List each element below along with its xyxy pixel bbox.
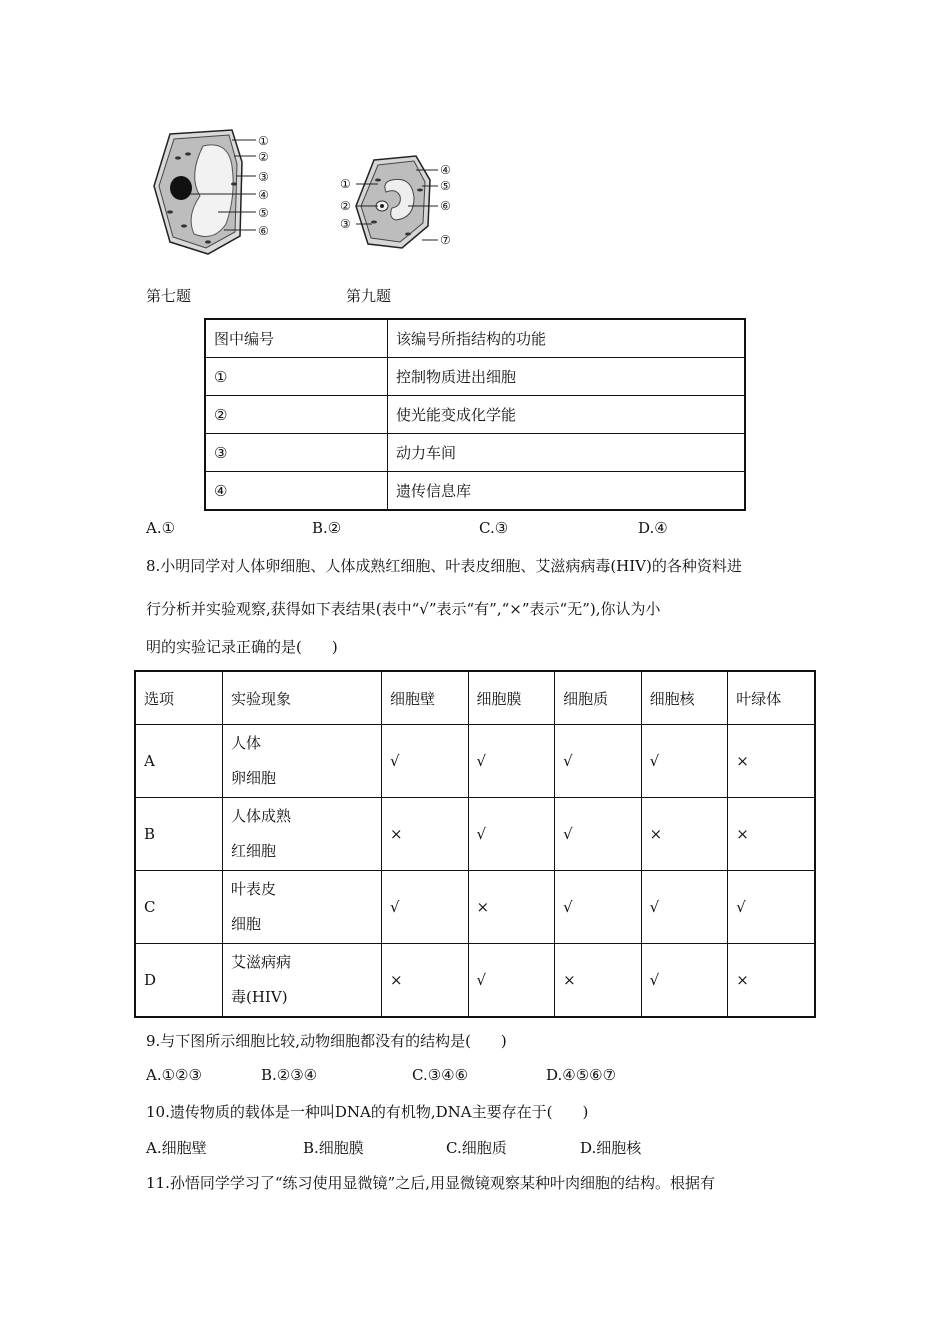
option-cell: C: [135, 871, 223, 944]
phenomenon-line: 叶表皮: [231, 880, 277, 898]
q10-option-c: C.细胞质: [446, 1139, 507, 1157]
phenomenon-cell: [223, 871, 382, 944]
table1-cell: 遗传信息库: [388, 472, 746, 511]
phenomenon-cell: [223, 944, 382, 1018]
figure-label: ⑤: [440, 179, 451, 193]
phenomenon-line: 毒(HIV): [231, 988, 288, 1006]
mark-cell: ×: [382, 944, 469, 1018]
q7-option-d: D.④: [638, 519, 668, 537]
table1-header-number: 图中编号: [205, 319, 388, 358]
phenomenon-line: 人体成熟: [231, 807, 292, 825]
mark-cell: √: [728, 871, 815, 944]
option-cell: D: [135, 944, 223, 1018]
mark-cell: ×: [728, 944, 815, 1018]
mark-cell: ×: [728, 725, 815, 798]
mark-cell: √: [555, 871, 642, 944]
option-cell: B: [135, 798, 223, 871]
q9-option-a: A.①②③: [146, 1066, 202, 1084]
q10-option-d: D.细胞核: [580, 1139, 642, 1157]
figure-label: ⑥: [258, 224, 269, 238]
table1-cell: ④: [205, 472, 388, 511]
figure-label: ⑦: [440, 233, 451, 247]
table2-header: 实验现象: [223, 671, 382, 725]
phenomenon-line: 卵细胞: [231, 769, 277, 787]
phenomenon-line: 人体: [231, 734, 262, 752]
q8-line-2: 行分析并实验观察,获得如下表结果(表中“√”表示“有”,“×”表示“无”),你认为小: [146, 600, 661, 618]
figure-label: ②: [258, 150, 269, 164]
figure-label: ④: [258, 188, 269, 202]
table1-cell: ①: [205, 358, 388, 396]
phenomenon-line: 艾滋病病: [231, 953, 292, 971]
mark-cell: √: [641, 725, 728, 798]
caption-q7: 第七题: [146, 287, 192, 305]
q9-option-c: C.③④⑥: [412, 1066, 469, 1084]
q9-option-b: B.②③④: [261, 1066, 318, 1084]
figure-label: ⑤: [258, 206, 269, 220]
table1-cell: 使光能变成化学能: [388, 396, 746, 434]
mark-cell: ×: [728, 798, 815, 871]
q10-stem: 10.遗传物质的载体是一种叫DNA的有机物,DNA主要存在于( ): [146, 1103, 589, 1121]
q9-stem: 9.与下图所示细胞比较,动物细胞都没有的结构是( ): [146, 1032, 507, 1050]
phenomenon-cell: [223, 725, 382, 798]
figure-label: ②: [340, 199, 351, 213]
figure-label: ⑥: [440, 199, 451, 213]
table1-cell: ③: [205, 434, 388, 472]
animal-cell-figure: [338, 150, 468, 256]
phenomenon-line: 细胞: [231, 915, 262, 933]
caption-q9: 第九题: [346, 287, 392, 305]
mark-cell: √: [555, 725, 642, 798]
figure-label: ③: [340, 217, 351, 231]
plant-cell-figure: [148, 126, 288, 262]
q7-option-a: A.①: [146, 519, 176, 537]
q8-line-3: 明的实验记录正确的是( ): [146, 638, 338, 656]
mark-cell: ×: [641, 798, 728, 871]
mark-cell: √: [468, 798, 555, 871]
table2-header: 细胞膜: [468, 671, 555, 725]
table-row: [135, 725, 815, 798]
table-row: [135, 871, 815, 944]
table1-cell: ②: [205, 396, 388, 434]
q10-option-a: A.细胞壁: [146, 1139, 207, 1157]
q8-line-1: 8.小明同学对人体卵细胞、人体成熟红细胞、叶表皮细胞、艾滋病病毒(HIV)的各种资料进: [146, 557, 742, 575]
q10-option-b: B.细胞膜: [303, 1139, 364, 1157]
mark-cell: √: [468, 944, 555, 1018]
figure-label: ①: [340, 177, 351, 191]
q11-stem: 11.孙悟同学学习了“练习使用显微镜”之后,用显微镜观察某种叶肉细胞的结构。根据有: [146, 1174, 715, 1192]
mark-cell: ×: [468, 871, 555, 944]
table2-header: 细胞质: [555, 671, 642, 725]
table2-header: 选项: [135, 671, 223, 725]
q7-option-c: C.③: [479, 519, 509, 537]
mark-cell: √: [382, 725, 469, 798]
figure-label: ①: [258, 134, 269, 148]
table2-header: 叶绿体: [728, 671, 815, 725]
table1-cell: 控制物质进出细胞: [388, 358, 746, 396]
table-row: [135, 944, 815, 1018]
phenomenon-cell: [223, 798, 382, 871]
table2-header: 细胞核: [641, 671, 728, 725]
table1-header-function: 该编号所指结构的功能: [388, 319, 746, 358]
mark-cell: √: [382, 871, 469, 944]
mark-cell: ×: [555, 944, 642, 1018]
experiment-table: [134, 670, 816, 1018]
q7-option-b: B.②: [312, 519, 342, 537]
table-row: [135, 798, 815, 871]
figure-label: ③: [258, 170, 269, 184]
q9-option-d: D.④⑤⑥⑦: [546, 1066, 617, 1084]
table1-cell: 动力车间: [388, 434, 746, 472]
mark-cell: √: [641, 871, 728, 944]
mark-cell: ×: [382, 798, 469, 871]
structure-function-table: [204, 318, 746, 511]
table2-header: 细胞壁: [382, 671, 469, 725]
figure-label: ④: [440, 163, 451, 177]
mark-cell: √: [555, 798, 642, 871]
mark-cell: √: [468, 725, 555, 798]
phenomenon-line: 红细胞: [231, 842, 277, 860]
option-cell: A: [135, 725, 223, 798]
mark-cell: √: [641, 944, 728, 1018]
